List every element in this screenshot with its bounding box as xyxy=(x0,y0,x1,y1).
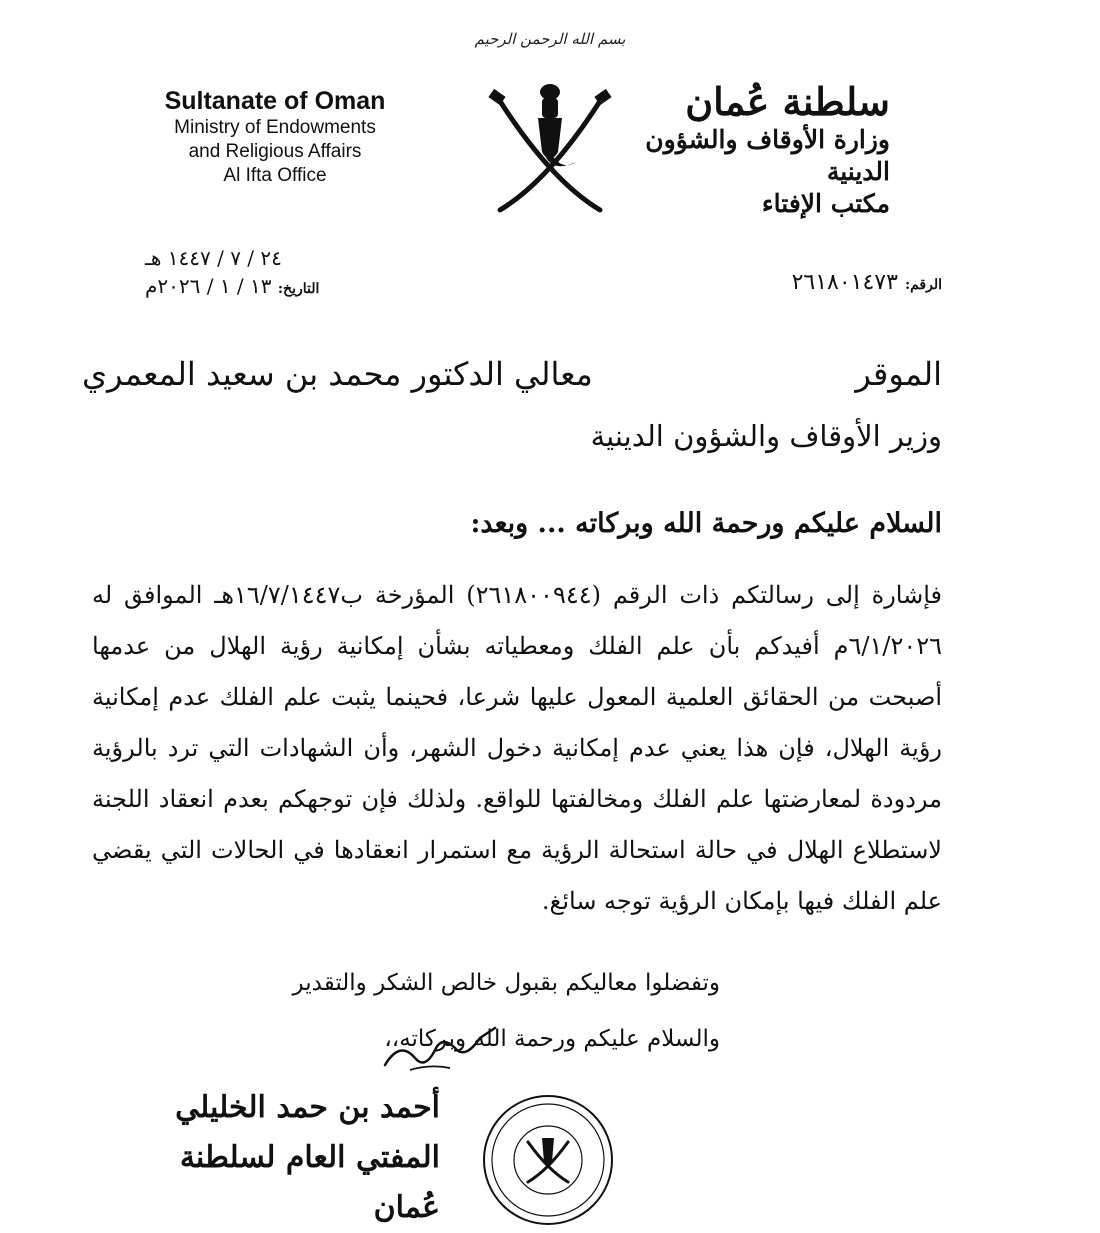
signatory-name: أحمد بن حمد الخليلي xyxy=(175,1090,440,1125)
english-ministry-line1: Ministry of Endowments xyxy=(174,117,376,138)
arabic-country-title: سلطنة عُمان xyxy=(685,79,890,124)
closing-line-1: وتفضلوا معاليكم بقبول خالص الشكر والتقدير xyxy=(292,970,720,996)
recipient-block xyxy=(82,355,942,455)
english-office: Al Ifta Office xyxy=(223,165,327,186)
reference-number: ٢٦١٨٠١٤٧٣ xyxy=(791,270,898,295)
arabic-office: مكتب الإفتاء xyxy=(761,189,890,218)
english-country-title: Sultanate of Oman xyxy=(164,87,386,115)
greeting: السلام عليكم ورحمة الله وبركاته ... وبعد: xyxy=(470,508,942,539)
reference-block xyxy=(582,270,942,295)
recipient-title: وزير الأوقاف والشؤون الدينية xyxy=(590,419,942,453)
date-hijri: ٢٤ / ٧ / ١٤٤٧ هـ xyxy=(145,246,282,270)
handwritten-signature xyxy=(380,1020,500,1080)
letter-body: فإشارة إلى رسالتكم ذات الرقم (٢٦١٨٠٠٩٤٤) المؤرخة ب١٦/٧/١٤٤٧هـ الموافق له ٦/١/٢٠٢٦م أفيدكم بأن علم الفلك ومعطياته بشأن إمكانية رؤية الهلال من عدمها أصبحت من الحقائق العلمية المعول عليها شرعا، فحينما يثبت علم الفلك عدم إمكانية رؤية الهلال، فإن هذا يعني عدم إمكانية دخول الشهر، وأن الشهادات التي ترد بالرؤية مردودة لمعارضتها علم الفلك ومخالفتها للواقع. ولذلك فإن توجهكم بعدم انعقاد اللجنة لاستطلاع الهلال في حالة استحالة الرؤية مع استمرار انعقادها في الحالات التي يقضي علم الفلك فيها بإمكان الرؤية توجه سائغ. xyxy=(92,581,943,915)
arabic-ministry: وزارة الأوقاف والشؤون الدينية xyxy=(645,125,890,186)
official-seal-icon xyxy=(478,1090,618,1230)
arabic-letterhead xyxy=(590,80,890,220)
recipient-respect: الموقر xyxy=(855,355,942,393)
recipient-name: معالي الدكتور محمد بن سعيد المعمري xyxy=(82,355,593,393)
date-label: التاريخ: xyxy=(277,281,320,297)
signatory-title: المفتي العام لسلطنة عُمان xyxy=(179,1140,440,1225)
reference-label: الرقم: xyxy=(904,277,942,293)
date-block xyxy=(145,244,385,303)
english-letterhead xyxy=(150,86,400,188)
date-gregorian: ١٣ / ١ / ٢٠٢٦م xyxy=(145,274,272,298)
basmala: بسم الله الرحمن الرحيم xyxy=(474,30,626,48)
english-ministry-line2: and Religious Affairs xyxy=(188,141,362,162)
closing-line-2: والسلام عليكم ورحمة الله وبركاته،، xyxy=(384,1026,720,1052)
signatory-block xyxy=(120,1083,440,1233)
